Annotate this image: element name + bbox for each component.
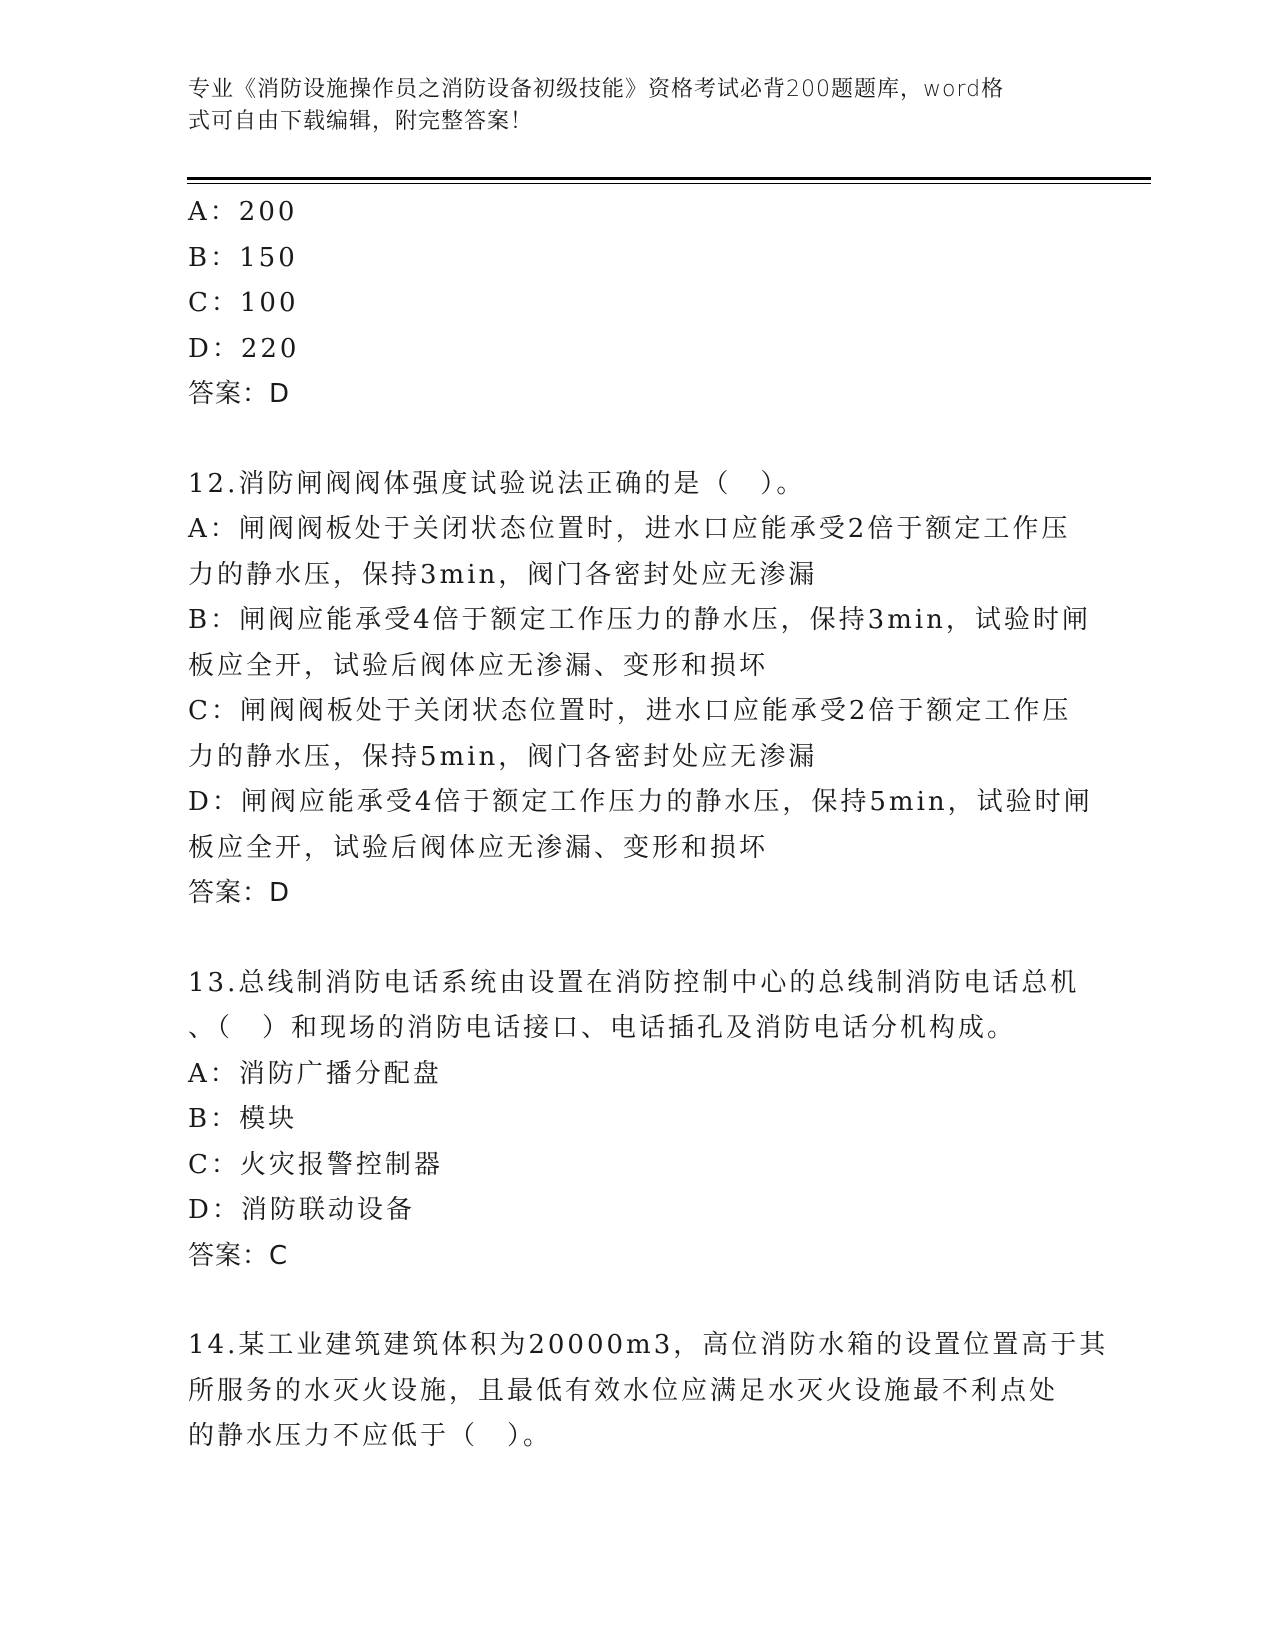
question-list	[188, 190, 1109, 1460]
answer-line: 答案：D	[188, 878, 291, 908]
option-a-line-1: A：闸阀阀板处于关闭状态位置时，进水口应能承受2倍于额定工作压	[188, 514, 1071, 544]
option-d-line-1: D：闸阀应能承受4倍于额定工作压力的静水压，保持5min，试验时闸	[188, 787, 1093, 817]
question-stem-line-2: 所服务的水灭火设施，且最低有效水位应满足水灭火设施最不利点处	[188, 1375, 1059, 1406]
question-stem-line-1: 14.某工业建筑建筑体积为20000m3，高位消防水箱的设置位置高于其	[188, 1330, 1109, 1360]
question-stem-line-2: 、（ ）和现场的消防电话接口、电话插孔及消防电话分机构成。	[188, 1013, 1017, 1043]
option-a: A：200	[188, 197, 298, 227]
question-spacer	[188, 917, 1088, 961]
header-rule-thin	[187, 183, 1151, 184]
question-12	[188, 462, 1093, 917]
question-13	[188, 961, 1088, 1280]
option-c-line-1: C：闸阀阀板处于关闭状态位置时，进水口应能承受2倍于额定工作压	[188, 696, 1072, 726]
question-stem-line-3: 的静水压力不应低于（ ）。	[188, 1421, 553, 1451]
question-spacer	[188, 1279, 1088, 1323]
answer-line: 答案：D	[188, 379, 291, 409]
option-b: B：模块	[188, 1104, 298, 1134]
question-11	[188, 190, 1088, 418]
option-c: C：100	[188, 288, 299, 318]
question-stem: 12.消防闸阀阀体强度试验说法正确的是（ ）。	[188, 468, 806, 499]
option-b-line-1: B：闸阀应能承受4倍于额定工作压力的静水压，保持3min，试验时闸	[188, 605, 1091, 635]
question-14	[188, 1323, 1109, 1460]
question-spacer	[188, 418, 1088, 462]
header-rule-thick	[187, 177, 1151, 180]
question-stem-line-1: 13.总线制消防电话系统由设置在消防控制中心的总线制消防电话总机	[188, 967, 1080, 998]
document-header	[188, 74, 1068, 138]
option-a: A：消防广播分配盘	[188, 1058, 442, 1089]
option-c-line-2: 力的静水压，保持5min，阀门各密封处应无渗漏	[188, 741, 818, 772]
header-line-1: 专业《消防设施操作员之消防设备初级技能》资格考试必背200题题库，word格	[188, 77, 1005, 102]
option-b-line-2: 板应全开，试验后阀体应无渗漏、变形和损坏	[188, 650, 769, 681]
header-line-2: 式可自由下载编辑，附完整答案！	[188, 109, 534, 134]
answer-line: 答案：C	[188, 1240, 289, 1271]
option-d: D：220	[188, 333, 300, 364]
option-b: B：150	[188, 242, 298, 273]
option-c: C：火灾报警控制器	[188, 1149, 443, 1180]
option-a-line-2: 力的静水压，保持3min，阀门各密封处应无渗漏	[188, 559, 818, 590]
option-d-line-2: 板应全开，试验后阀体应无渗漏、变形和损坏	[188, 832, 769, 863]
option-d: D：消防联动设备	[188, 1195, 415, 1225]
